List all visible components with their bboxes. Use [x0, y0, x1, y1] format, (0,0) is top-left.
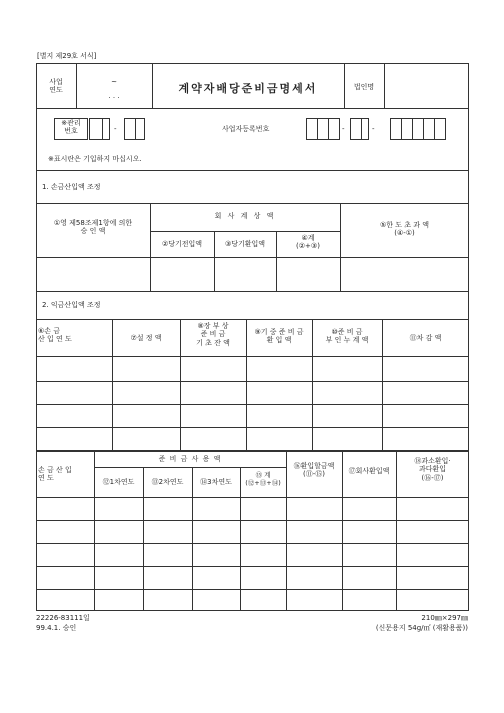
business-year-range[interactable]: ~	[111, 78, 117, 86]
s1-current-transfer-cell[interactable]	[151, 258, 213, 290]
s1-current-reversal-cell[interactable]	[215, 258, 275, 290]
section2-title: 2. 익금산입액 조정	[42, 301, 101, 309]
section2-top-line	[36, 319, 469, 320]
management-number-cell-1[interactable]	[89, 118, 103, 140]
form-number: [별지 제29호 서식]	[37, 52, 97, 60]
business-registration-cell-3[interactable]	[328, 118, 340, 140]
id-section-bottom-line	[36, 170, 469, 171]
s3-under-over-header: ⑱과소환입· 과다환입 (⑯-⑰)	[414, 457, 451, 482]
corporation-name-label: 법인명	[353, 83, 375, 91]
s2-reversal-header: ⑨기 중 준 비 금 환 입 액	[254, 328, 304, 345]
s3-year2-header: ⑬2차연도	[151, 478, 184, 486]
s1-total-cell[interactable]	[277, 258, 339, 290]
s1-approved-amount-cell[interactable]	[37, 258, 149, 290]
section1-bottom-line	[36, 291, 469, 292]
approval-date: 99.4.1. 승인	[36, 624, 77, 632]
section1-top-line	[36, 203, 469, 204]
s3-table-row[interactable]	[37, 590, 468, 610]
s1-company-amount-header: 회 사 계 상 액	[214, 212, 276, 220]
s3-year1-header: ⑫1차연도	[102, 478, 135, 486]
s2-table-row[interactable]	[37, 382, 468, 403]
corporation-name-field[interactable]	[386, 66, 466, 106]
s2-deduction-year-header: ⑥손 금 산 입 연 도	[38, 327, 72, 344]
business-registration-dash-2: -	[372, 125, 375, 133]
business-registration-label: 사업자등록번호	[222, 125, 270, 133]
management-number-cell-2[interactable]	[102, 118, 110, 140]
instruction-note: ※표시란은 기입하지 마십시오.	[48, 155, 142, 163]
management-number-dash: -	[114, 125, 117, 133]
s1-current-reversal-header: ③당기환입액	[224, 240, 266, 248]
s2-book-reserve-header: ⑧장 부 상 준 비 금 기 초 잔 액	[196, 322, 230, 347]
header-bottom-line	[36, 108, 469, 109]
s2-set-amount-header: ⑦설 정 액	[130, 334, 162, 342]
management-number-label: ※관리 번호	[61, 119, 81, 136]
s3-table-row[interactable]	[37, 498, 468, 519]
s1-total-header: ④계 (②+③)	[296, 234, 320, 251]
s3-reversal-due-header: ⑯환입할금액 (⑪-⑮)	[293, 462, 335, 479]
s2-table-row[interactable]	[37, 405, 468, 426]
s3-year3-header: ⑭3차연도	[200, 478, 232, 486]
s3-total-header: ⑮ 계 (⑫+⑬+⑭)	[245, 471, 281, 487]
management-number-cell-4[interactable]	[135, 118, 145, 140]
section3-top-line	[36, 451, 469, 452]
business-year-label: 사업 연도	[49, 78, 63, 95]
s3-table-row[interactable]	[37, 521, 468, 542]
s2-disallowed-header: ⑩준 비 금 부 인 누 계 액	[325, 328, 369, 345]
s1-approved-amount-header: ①영 제58조제1항에 의한 승 인 액	[53, 219, 133, 236]
s3-deduction-year-header: 손 금 산 입 연 도	[38, 466, 72, 483]
s2-table-row[interactable]	[37, 357, 468, 380]
s3-table-row[interactable]	[37, 544, 468, 565]
business-registration-cell-5[interactable]	[361, 118, 369, 140]
s1-excess-cell[interactable]	[341, 258, 468, 290]
business-registration-dash-1: -	[342, 125, 345, 133]
s3-table-row[interactable]	[37, 567, 468, 588]
s2-table-row[interactable]	[37, 428, 468, 449]
business-year-dots[interactable]: . . .	[108, 92, 120, 100]
header-divider-4	[384, 63, 385, 108]
paper-size: 210㎜×297㎜	[421, 614, 468, 622]
form-code: 22226-83111일	[36, 614, 90, 622]
s1-current-transfer-header: ②당기전입액	[161, 240, 203, 248]
s3-company-reversal-header: ⑰회사환입액	[348, 467, 390, 475]
business-registration-cell-10[interactable]	[434, 118, 446, 140]
s2-net-amount-header: ⑪차 감 액	[409, 334, 442, 342]
form-title: 계약자배당준비금명세서	[178, 82, 318, 95]
section1-title: 1. 손금산입액 조정	[42, 183, 101, 191]
section3-group-line	[94, 467, 286, 468]
section1-subheader-line	[150, 231, 340, 232]
paper-spec: (신문용지 54g/㎡ (재활용품))	[375, 624, 468, 632]
header-divider-1	[76, 63, 77, 108]
s1-excess-header: ⑤한 도 초 과 액 (④-①)	[380, 221, 429, 238]
s3-reserve-use-header: 준 비 금 사 용 액	[158, 455, 222, 463]
